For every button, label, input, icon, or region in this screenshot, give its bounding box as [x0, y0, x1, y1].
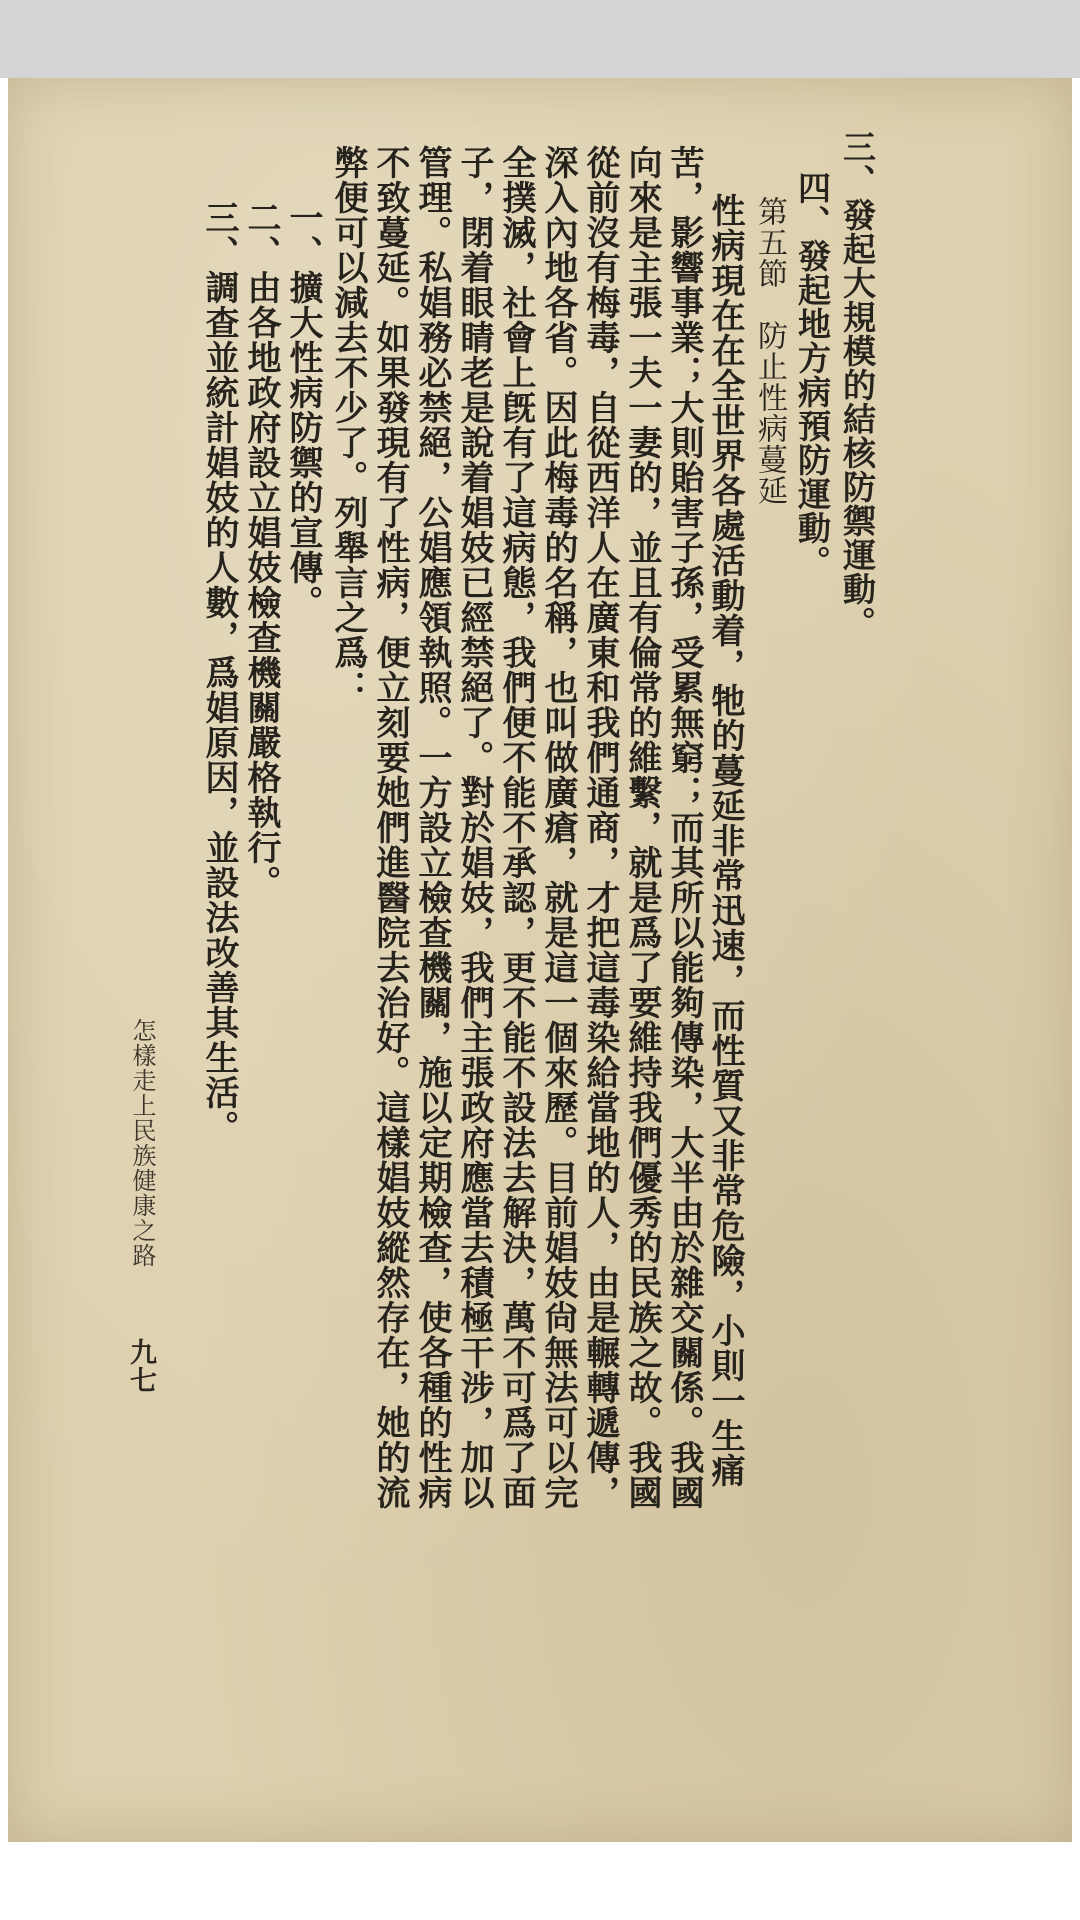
paragraph-line: 向來是主張一夫一妻的，並且有倫常的維繫，就是爲了要維持我們優秀的民族之故。我國	[622, 145, 662, 1510]
list-item-1: 一、擴大性病防禦的宣傳。	[283, 200, 323, 620]
list-item-3: 三、調查並統計娼妓的人數，爲娼原因，並設法改善其生活。	[199, 200, 239, 1145]
paragraph-line: 管理。私娼務必禁絕，公娼應領執照。一方設立檢查機關，施以定期檢查，使各種的性病	[412, 145, 452, 1510]
running-title: 怎樣走上民族健康之路	[128, 1018, 156, 1268]
section-title: 第五節 防止性病蔓延	[752, 196, 787, 506]
paragraph-line: 子，閉着眼睛老是說着娼妓已經禁絕了。對於娼妓，我們主張政府應當去積極干涉，加以	[454, 145, 494, 1510]
paragraph-line: 性病現在在全世界各處活動着，牠的蔓延非常迅速，而性質又非常危險，小則一生痛	[705, 193, 745, 1488]
list-item-2: 二、由各地政府設立娼妓檢查機關嚴格執行。	[241, 200, 281, 900]
viewer-bottom-bar	[0, 1842, 1080, 1920]
paragraph-line: 弊便可以減去不少了。列舉言之爲：	[328, 145, 368, 705]
scanned-page	[8, 78, 1072, 1842]
paragraph-line: 苦，影響事業；大則貽害子孫，受累無窮；而其所以能夠傳染，大半由於雜交關係。我國	[664, 145, 704, 1510]
paragraph-line: 全撲滅，社會上旣有了這病態，我們便不能不承認，更不能不設法去解決，萬不可爲了面	[496, 145, 536, 1510]
paragraph-line: 從前沒有梅毒，自從西洋人在廣東和我們通商，才把這毒染給當地的人，由是輾轉遞傳，	[580, 145, 620, 1510]
paragraph-line: 不致蔓延。如果發現有了性病，便立刻要她們進醫院去治好。這樣娼妓縱然存在，她的流	[370, 145, 410, 1510]
list-item-prev-4: 四、發起地方病預防運動。	[793, 171, 832, 579]
page-number: 九七	[125, 1338, 156, 1394]
paragraph-line: 深入內地各省。因此梅毒的名稱，也叫做廣瘡，就是這一個來歷。目前娼妓尙無法可以完	[538, 145, 578, 1510]
viewer-top-bar	[0, 0, 1080, 78]
list-item-prev-3: 三、發起大規模的結核防禦運動。	[838, 130, 877, 640]
